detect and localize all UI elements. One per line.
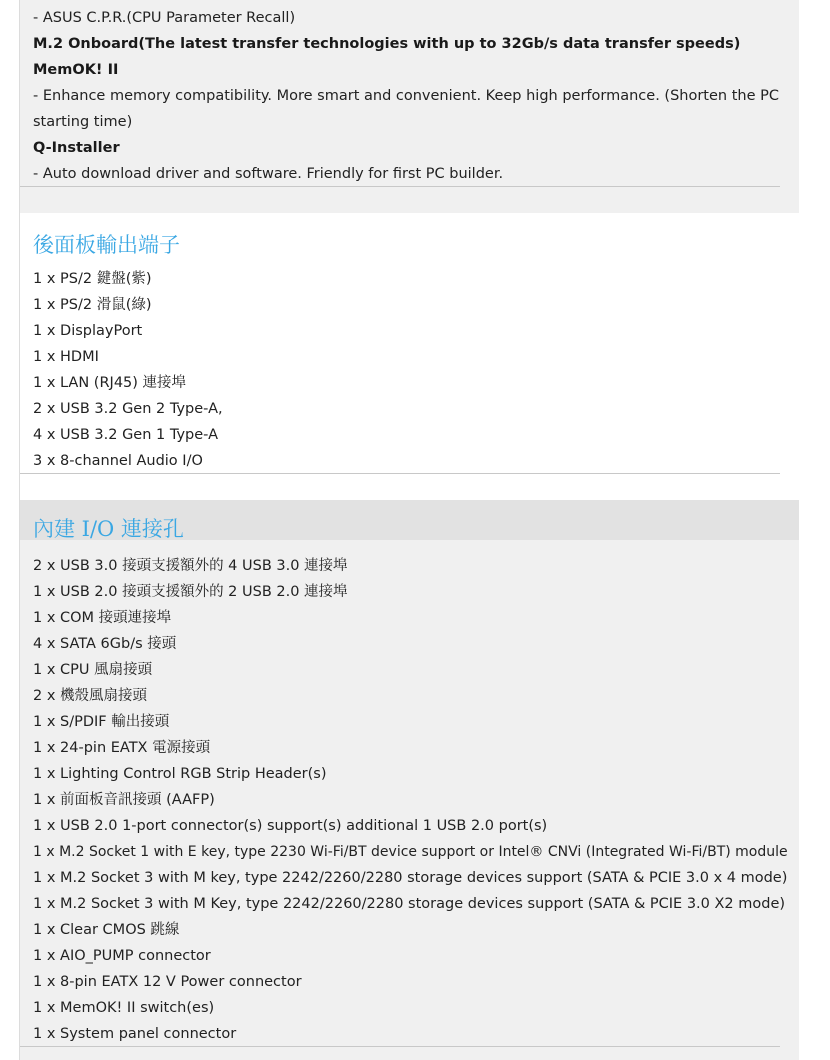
- internal-io-section: [20, 500, 799, 1060]
- internal-io-item: 1 x USB 2.0 1-port connector(s) support(s) additional 1 USB 2.0 port(s): [33, 818, 548, 834]
- rear-panel-item: 1 x PS/2 鍵盤(紫): [33, 271, 152, 287]
- internal-io-item: 1 x MemOK! II switch(es): [33, 1000, 215, 1016]
- internal-io-title: 內建 I/O 連接孔: [33, 517, 184, 541]
- section-divider: [20, 473, 780, 474]
- feature-line: - ASUS C.P.R.(CPU Parameter Recall): [33, 10, 296, 26]
- internal-io-item: 1 x S/PDIF 輸出接頭: [33, 714, 170, 730]
- rear-panel-section: [20, 213, 799, 500]
- internal-io-item: 1 x 24-pin EATX 電源接頭: [33, 740, 211, 756]
- feature-heading: M.2 Onboard(The latest transfer technologies with up to 32Gb/s data transfer speeds): [33, 36, 741, 52]
- internal-io-item: 1 x System panel connector: [33, 1026, 237, 1042]
- section-divider: [20, 186, 780, 187]
- internal-io-item: 2 x USB 3.0 接頭支援額外的 4 USB 3.0 連接埠: [33, 558, 348, 574]
- feature-line: starting time): [33, 114, 133, 130]
- internal-io-item: 4 x SATA 6Gb/s 接頭: [33, 636, 177, 652]
- feature-line: - Enhance memory compatibility. More smart and convenient. Keep high performance. (Shorten the PC: [33, 88, 779, 104]
- internal-io-item: 1 x CPU 風扇接頭: [33, 662, 153, 678]
- rear-panel-item: 3 x 8-channel Audio I/O: [33, 453, 203, 469]
- internal-io-item: 1 x USB 2.0 接頭支援額外的 2 USB 2.0 連接埠: [33, 584, 348, 600]
- rear-panel-item: 1 x PS/2 滑鼠(綠): [33, 297, 152, 313]
- rear-panel-item: 1 x DisplayPort: [33, 323, 143, 339]
- internal-io-item: 1 x Clear CMOS 跳線: [33, 922, 180, 938]
- internal-io-item: 1 x M.2 Socket 3 with M Key, type 2242/2260/2280 storage devices support (SATA & PCIE 3.0 X2 mode): [33, 896, 786, 912]
- section-divider: [20, 1046, 780, 1047]
- internal-io-item: 1 x COM 接頭連接埠: [33, 610, 172, 626]
- feature-heading: MemOK! II: [33, 62, 119, 78]
- rear-panel-item: 2 x USB 3.2 Gen 2 Type-A,: [33, 401, 223, 417]
- internal-io-item: 1 x 8-pin EATX 12 V Power connector: [33, 974, 302, 990]
- rear-panel-item: 1 x LAN (RJ45) 連接埠: [33, 375, 187, 391]
- feature-line: - Auto download driver and software. Friendly for first PC builder.: [33, 166, 504, 182]
- internal-io-item: 2 x 機殼風扇接頭: [33, 688, 148, 704]
- internal-io-item: 1 x AIO_PUMP connector: [33, 948, 211, 964]
- internal-io-item: 1 x 前面板音訊接頭 (AAFP): [33, 792, 215, 808]
- internal-io-item: 1 x Lighting Control RGB Strip Header(s): [33, 766, 327, 782]
- rear-panel-item: 1 x HDMI: [33, 349, 99, 365]
- features-section: [20, 0, 799, 213]
- feature-heading: Q-Installer: [33, 140, 120, 156]
- rear-panel-item: 4 x USB 3.2 Gen 1 Type-A: [33, 427, 218, 443]
- rear-panel-title: 後面板輸出端子: [33, 233, 180, 257]
- internal-io-item: 1 x M.2 Socket 3 with M key, type 2242/2260/2280 storage devices support (SATA & PCIE 3.0 x 4 mode): [33, 870, 788, 886]
- internal-io-item: 1 x M.2 Socket 1 with E key, type 2230 Wi-Fi/BT device support or Intel® CNVi (Integrated Wi-Fi/BT) module: [33, 844, 788, 860]
